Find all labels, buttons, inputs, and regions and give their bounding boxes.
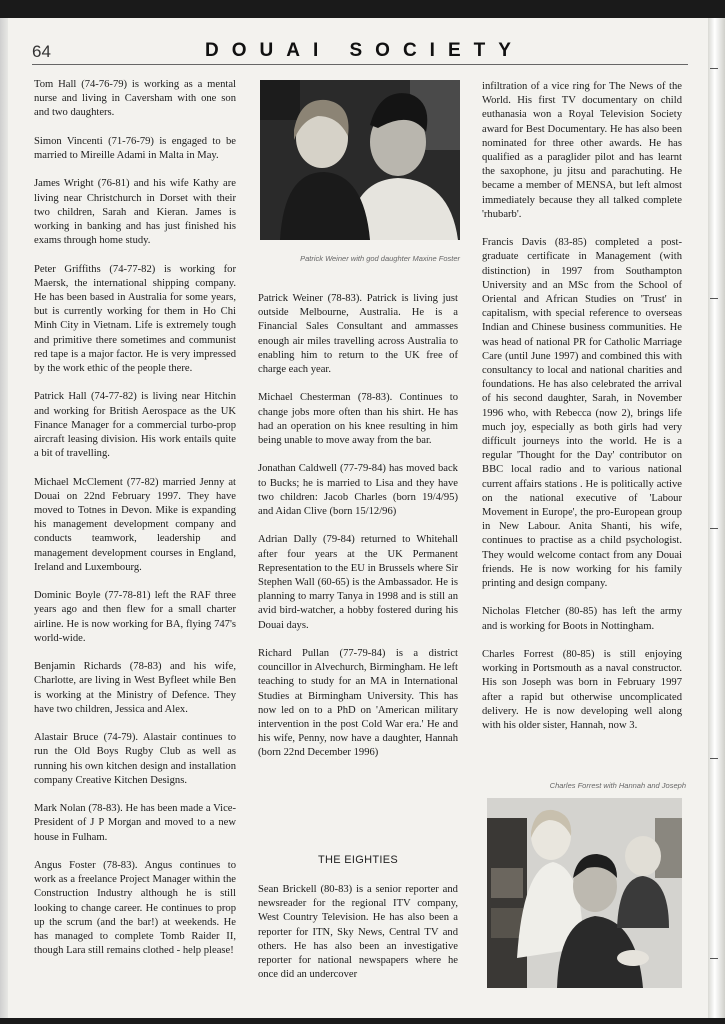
photo-weiner <box>260 80 460 240</box>
alumni-name: Jonathan Caldwell <box>258 463 337 475</box>
alumni-name: Mark Nolan <box>34 803 86 815</box>
column-3 <box>482 80 682 747</box>
alumni-name: James Wright <box>34 178 94 190</box>
photo-forrest-caption: Charles Forrest with Hannah and Joseph <box>549 781 686 790</box>
alumni-name: Nicholas Fletcher <box>482 606 560 618</box>
alumni-name: Simon Vincenti <box>34 135 103 147</box>
column-2-continued <box>258 883 458 997</box>
column-2 <box>258 292 458 775</box>
alumni-entry <box>258 292 458 377</box>
alumni-name: Adrian Dally <box>258 534 317 546</box>
alumni-text: (77-79-84) has moved back to Bucks; he is married to Lisa and they have two children: Jacob Charles (born 19/4/95) and Aidan Clive (born 15/12/96) <box>258 463 458 518</box>
edge-mark <box>710 528 718 529</box>
alumni-text: (74-79). Alastair continues to run the Old Boys Rugby Club as well as running his own kitchen design and installation company Creative Kitchen Designs. <box>34 732 236 786</box>
alumni-entry <box>482 605 682 633</box>
alumni-text: (78-83) and his wife, Charlotte, are living in West Byfleet while Ben is working at the Ministry of Defence. They have two children, Jessica and Alex. <box>34 661 236 715</box>
alumni-text: (76-81) and his wife Kathy are living near Christchurch in Dorset with their two children, Sarah and Kieran. James is working in banking and has just finished his exams through home study. <box>34 178 236 247</box>
alumni-text: (78-83). He has been made a Vice-President of J P Morgan and moved to a new house in Fulham. <box>34 803 237 843</box>
alumni-text: (74-77-82) is working for Maersk, the international shipping company. He has been based in Australia for some years, but is currently working for them in Ho Chi Minh City in Vietnam. Life is extremely tough and primitive there sometimes and communist red tape is a major factor. He is very impressed by the work ethic of the people there. <box>34 263 236 375</box>
alumni-text: (80-85) is still enjoying working in Portsmouth as a naval constructor. His son Joseph was born in February 1997 after a rapid but otherwise uncomplicated delivery. He is now developing well along with his older sister, Hannah, now 3. <box>482 649 682 732</box>
running-head: DOUAI SOCIETY <box>205 40 524 61</box>
alumni-text: (77-82) married Jenny at Douai on 22nd February 1997. They have moved to Totnes in Devon. Mike is expanding his management development company and conducts teamwork, leadership and management development courses in England, Ireland and Luxembourg. <box>34 476 236 573</box>
photo-weiner-image <box>260 80 460 240</box>
alumni-name: Francis Davis <box>482 237 547 249</box>
alumni-name: Peter Griffiths <box>34 263 101 275</box>
alumni-name: Michael Chesterman <box>258 392 351 404</box>
edge-mark <box>710 68 718 69</box>
alumni-text: (78-83). Patrick is living just outside Melbourne, Australia. He is a Financial Sales Consultant and ammasses enough air miles travelling across Australia to enabling him to return to the UK free of charge each year. <box>258 293 458 376</box>
alumni-text: (78-83). Angus continues to work as a freelance Project Manager within the Construction Industry although he is still looking to change career. He continues to prop up the scrum (and the bar!) at weekends. He has managed to complete Tomb Raider II, though Lara still remains clothed - help please! <box>34 860 236 957</box>
alumni-name: Patrick Weiner <box>258 293 323 304</box>
column-1 <box>34 78 236 973</box>
edge-mark <box>710 298 718 299</box>
alumni-entry <box>34 802 236 845</box>
alumni-entry <box>482 80 682 222</box>
alumni-entry <box>258 391 458 448</box>
alumni-text: (77-78-81) left the RAF three years ago and then flew for a small charter airline. He is now working for BA, flying 747's world-wide. <box>34 590 237 644</box>
alumni-text: (71-76-79) is engaged to be married to Mireille Adami in Malta in May. <box>34 135 237 161</box>
alumni-text: (74-76-79) is working as a mental nurse and living in Caversham with one son and two daughters. <box>34 79 236 119</box>
alumni-name: Richard Pullan <box>258 648 330 660</box>
alumni-text: (80-85) has left the army and is working for Boots in Nottingham. <box>482 606 682 632</box>
alumni-name: Patrick Hall <box>34 391 87 403</box>
alumni-entry <box>34 263 236 377</box>
alumni-entry <box>258 647 458 761</box>
alumni-name: Sean Brickell <box>258 884 317 895</box>
section-heading: THE EIGHTIES <box>318 854 398 866</box>
alumni-name: Charles Forrest <box>482 649 554 661</box>
alumni-entry <box>482 648 682 733</box>
alumni-name: Benjamin Richards <box>34 661 122 673</box>
header-rule <box>32 64 688 65</box>
alumni-entry <box>34 589 236 646</box>
photo-weiner-caption: Patrick Weiner with god daughter Maxine Foster <box>300 254 460 263</box>
alumni-name: Angus Foster <box>34 860 96 872</box>
alumni-entry <box>482 236 682 591</box>
alumni-entry <box>258 883 458 982</box>
alumni-text: (77-79-84) is a district councillor in Alvechurch, Birmingham. He left teaching to study for an MA in International Studies at Birmingham University. This has now led on to a PhD on 'American military intervention in the post Cold War era.' He and his wife, Penny, now have a daughter, Hannah (born 22nd December 1996) <box>258 648 459 759</box>
photo-forrest <box>487 798 682 988</box>
alumni-name: Michael McClement <box>34 476 123 488</box>
alumni-text: (74-77-82) is living near Hitchin and working for British Aerospace as the UK Finance Manager for a commercial turbo-prop aircraft leasing division. His work entails quite a bit of travelling. <box>34 391 236 460</box>
alumni-text: infiltration of a vice ring for The News of the World. His first TV documentary on child euthanasia won a Royal Television Society award for Best Documentary. He has also been nominated for three other awards. He has qualified as a paraglider pilot and has learnt the saxophone, ju jitsu and parachuting. He became a member of MENSA, but left almost immediately because they all talked complete 'rhubarb'. <box>482 81 682 220</box>
alumni-text: (80-83) is a senior reporter and newsreader for the regional ITV company, West Country Television. He has also been a reporter for ITN, Sky News, Central TV and others. He has also been an investigative reporter for national newspapers where he once did an undercover <box>258 884 458 981</box>
alumni-text: (83-85) completed a post-graduate certificate in Management (with distinction) in 1997 from Southampton University and an MSc from the School of Oriental and African Studies on 'Trust' in capitalism, with special reference to overseas Indian and Chinese business communities. He was head of national PR for Catholic Marriage Care (until June 1997) and combined this with consultancy to local and national charities and foundations. He has also celebrated the arrival of his second daughter, Sarah, in November 1996 who, with Rebecca (now 2), brings life much joy, especially as both girls had very difficult journeys into the world. He is a regular 'Thought for the Day' contributor on BBC local radio and to various national current affairs stations . He is politically active on the national executive of 'Labour Movement in Europe', the pro-European group in New Labour. Anita Shanti, his wife, continues to practise as a child psychologist. They would welcome contact from any Douai friends. He is now working for his family printing and design company. <box>482 237 683 590</box>
page-number: 64 <box>32 42 51 61</box>
edge-mark <box>710 758 718 759</box>
alumni-entry <box>258 533 458 632</box>
alumni-name: Tom Hall <box>34 79 77 90</box>
alumni-text: (79-84) returned to Whitehall after four years at the UK Permanent Representation to the EU in Brussels where Sir Stephen Wall (60-65) is the Ambassador. He is planning to marry Tanya in 1998 and is still an avid bird-watcher, a hobby fostered during his Douai days. <box>258 534 458 631</box>
page-edge <box>708 18 725 1018</box>
edge-mark <box>710 958 718 959</box>
photo-forrest-image <box>487 798 682 988</box>
alumni-name: Alastair Bruce <box>34 732 99 744</box>
alumni-entry <box>34 135 236 163</box>
alumni-entry <box>34 859 236 958</box>
alumni-entry <box>34 660 236 717</box>
alumni-text: (78-83). Continues to change jobs more often than his shirt. He has had an operation on his knee resulting in him being unable to move away from the bar. <box>258 392 458 447</box>
alumni-entry <box>34 476 236 575</box>
alumni-name: Dominic Boyle <box>34 590 101 602</box>
alumni-entry <box>34 731 236 788</box>
alumni-entry <box>34 390 236 461</box>
alumni-entry <box>258 462 458 519</box>
alumni-entry <box>34 177 236 248</box>
alumni-entry <box>34 78 236 121</box>
